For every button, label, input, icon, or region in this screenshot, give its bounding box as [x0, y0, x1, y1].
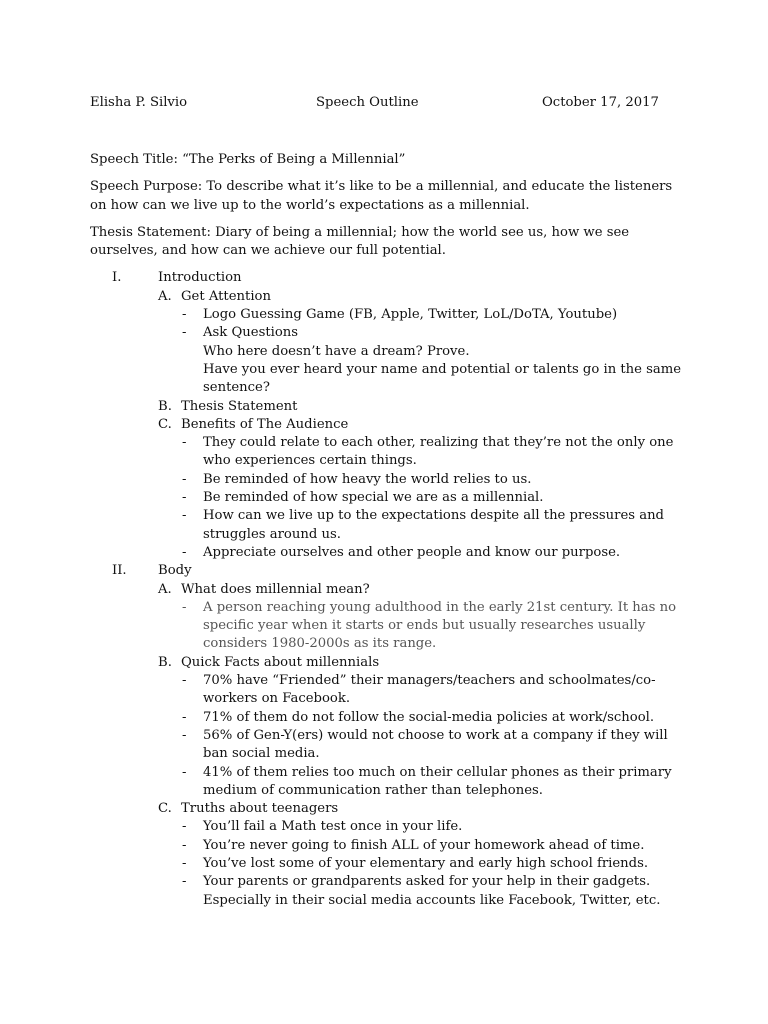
subsection-letter: C. — [158, 801, 172, 817]
document-header — [90, 94, 690, 114]
list-item-text: Be reminded of how heavy the world relies to us. — [203, 471, 532, 487]
list-item — [90, 727, 690, 764]
list-item — [90, 764, 690, 801]
subsection-letter: B. — [158, 654, 172, 670]
subsection-benefits — [90, 416, 690, 434]
list-item — [90, 544, 690, 562]
list-item — [90, 709, 690, 727]
dash-bullet: - — [182, 819, 187, 835]
thesis-statement: Thesis Statement: Diary of being a millennial; how the world see us, how we see ourselves, and how can we achieve our full potential. — [90, 224, 630, 259]
question-line — [90, 343, 690, 361]
list-item — [90, 672, 690, 709]
section-label: Introduction — [158, 270, 242, 286]
speech-title: Speech Title: “The Perks of Being a Millennial” — [90, 152, 406, 167]
dash-bullet: - — [182, 673, 187, 689]
subsection-label: Truths about teenagers — [181, 801, 339, 817]
list-item — [90, 324, 690, 342]
list-item-text: Appreciate ourselves and other people and know our purpose. — [203, 544, 621, 560]
question-text: Who here doesn’t have a dream? Prove. — [203, 343, 470, 359]
dash-bullet: - — [182, 709, 187, 725]
dash-bullet: - — [182, 325, 187, 341]
dash-bullet: - — [182, 874, 187, 890]
list-item — [90, 855, 690, 873]
subsection-letter: A. — [158, 581, 172, 597]
list-item — [90, 434, 690, 471]
list-item-text: 71% of them do not follow the social-media policies at work/school. — [203, 709, 655, 725]
list-item — [90, 873, 690, 910]
subsection-label: Thesis Statement — [181, 398, 298, 414]
subsection-quick-facts — [90, 654, 690, 672]
dash-bullet: - — [182, 727, 187, 743]
dash-bullet: - — [182, 490, 187, 506]
speech-purpose: Speech Purpose: To describe what it’s like to be a millennial, and educate the listeners on how can we live up to the world’s expectations as a millennial. — [90, 179, 673, 213]
list-item — [90, 471, 690, 489]
question-line — [90, 361, 690, 398]
subsection-label: What does millennial mean? — [181, 581, 370, 597]
section-introduction — [90, 269, 690, 287]
speech-outline — [90, 269, 690, 909]
subsection-letter: B. — [158, 398, 172, 414]
question-text: Have you ever heard your name and potential or talents go in the same sentence? — [203, 361, 682, 396]
dash-bullet: - — [182, 544, 187, 560]
subsection-millennial-meaning — [90, 581, 690, 599]
section-body — [90, 562, 690, 580]
list-item-text: You’re never going to finish ALL of your homework ahead of time. — [203, 837, 645, 853]
document-date: October 17, 2017 — [542, 95, 659, 110]
list-item — [90, 306, 690, 324]
subsection-letter: C. — [158, 416, 172, 432]
list-item-text: 70% have “Friended” their managers/teachers and schoolmates/co-workers on Facebook. — [203, 673, 656, 707]
subsection-get-attention — [90, 288, 690, 306]
list-item — [90, 837, 690, 855]
subsection-label: Benefits of The Audience — [181, 416, 349, 432]
dash-bullet: - — [182, 307, 187, 323]
section-numeral: II. — [112, 563, 127, 579]
list-item-text: They could relate to each other, realizing that they’re not the only one who experiences certain things. — [203, 435, 674, 469]
document-type: Speech Outline — [316, 95, 419, 110]
dash-bullet: - — [182, 508, 187, 524]
list-item — [90, 818, 690, 836]
list-item-text: 56% of Gen-Y(ers) would not choose to work at a company if they will ban social media. — [203, 727, 668, 762]
list-item — [90, 507, 690, 544]
list-item — [90, 599, 690, 654]
list-item-text: How can we live up to the expectations despite all the pressures and struggles around us. — [203, 508, 665, 542]
section-label: Body — [158, 563, 192, 579]
list-item-text: Logo Guessing Game (FB, Apple, Twitter, LoL/DoTA, Youtube) — [203, 307, 618, 323]
subsection-label: Quick Facts about millennials — [181, 654, 380, 670]
dash-bullet: - — [182, 599, 187, 615]
list-item-text: Ask Questions — [203, 325, 299, 341]
dash-bullet: - — [182, 837, 187, 853]
list-item — [90, 489, 690, 507]
subsection-truths-teenagers — [90, 800, 690, 818]
list-item-text: Your parents or grandparents asked for your help in their gadgets. Especially in their social media accounts like Facebook, Twitter, etc. — [203, 874, 661, 908]
list-item-text: You’ve lost some of your elementary and early high school friends. — [203, 855, 649, 871]
subsection-thesis-statement — [90, 398, 690, 416]
dash-bullet: - — [182, 764, 187, 780]
list-item-text: Be reminded of how special we are as a millennial. — [203, 490, 544, 506]
list-item-text: You’ll fail a Math test once in your life. — [203, 819, 463, 835]
dash-bullet: - — [182, 855, 187, 871]
dash-bullet: - — [182, 435, 187, 451]
section-numeral: I. — [112, 270, 122, 286]
dash-bullet: - — [182, 471, 187, 487]
list-item-text: A person reaching young adulthood in the early 21st century. It has no specific year when it starts or ends but usually researches usually considers 1980-2000s as its range. — [203, 599, 677, 652]
author-name: Elisha P. Silvio — [90, 95, 188, 110]
subsection-letter: A. — [158, 288, 172, 304]
list-item-text: 41% of them relies too much on their cellular phones as their primary medium of communication rather than telephones. — [203, 764, 672, 798]
document-body — [90, 151, 690, 910]
subsection-label: Get Attention — [181, 288, 271, 304]
